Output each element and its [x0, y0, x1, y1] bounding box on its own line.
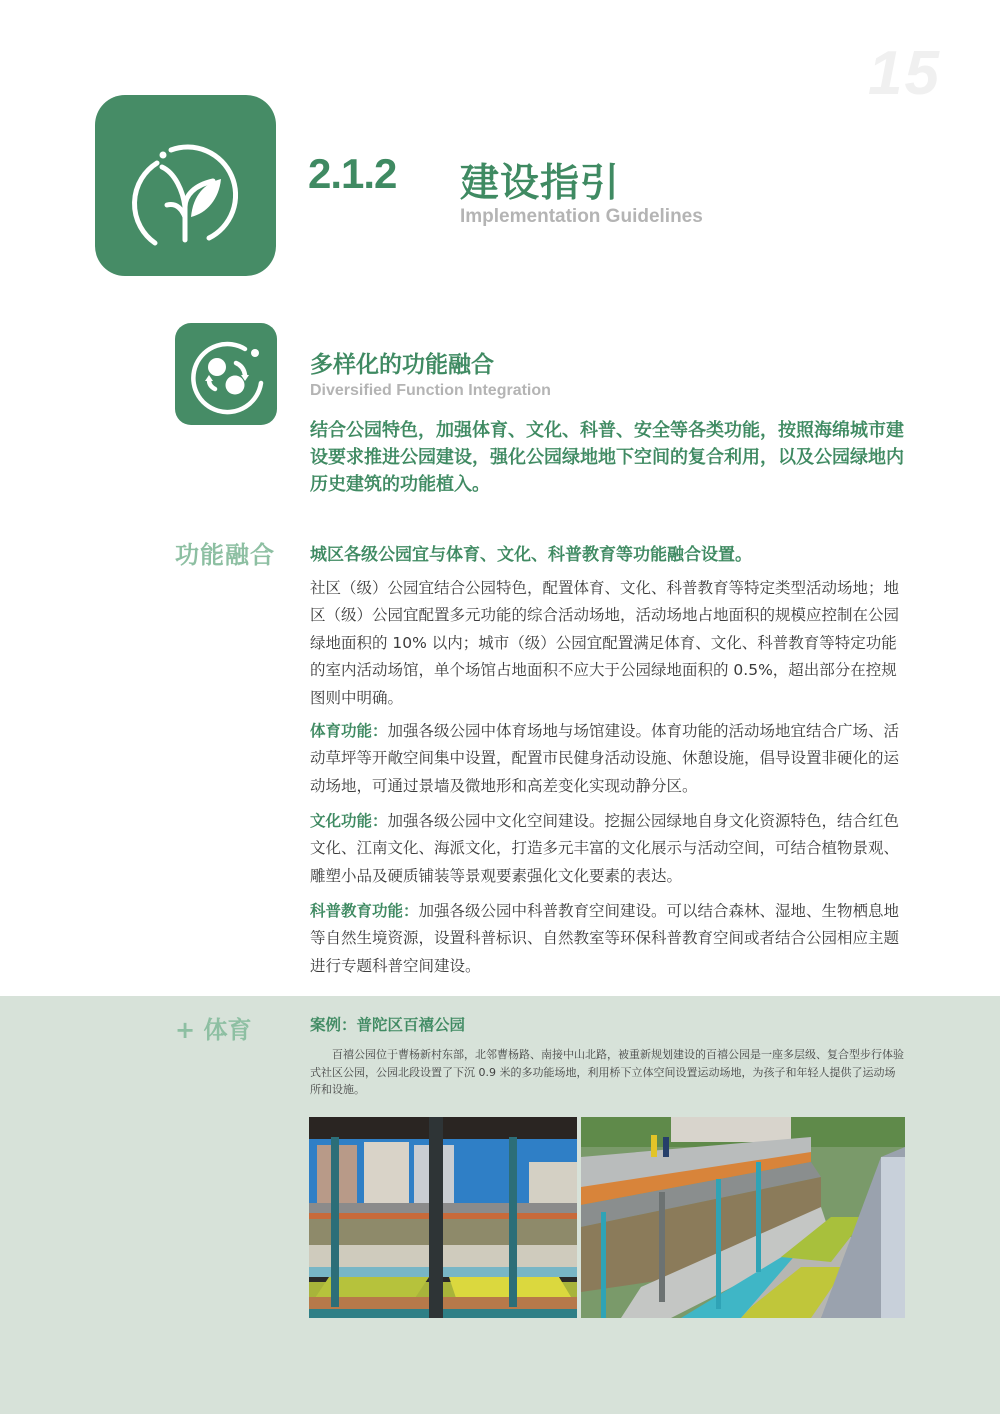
case-study-title: 案例：普陀区百禧公园 [310, 1016, 466, 1034]
function-integration-cycle-icon [175, 323, 277, 425]
sprout-in-circle-icon [95, 95, 276, 276]
function-integration-heading: 城区各级公园宜与体育、文化、科普教育等功能融合设置。 [310, 545, 752, 565]
sports-function-item [310, 718, 910, 800]
chapter-number: 2.1.2 [308, 150, 397, 197]
sunken-sports-court-photo [309, 1117, 577, 1318]
side-label-sports: + 体育 [175, 1016, 252, 1044]
function-integration-paragraph: 社区（级）公园宜结合公园特色，配置体育、文化、科普教育等特定类型活动场地；地区（级）公园宜配置多元功能的综合活动场地，活动场地占地面积的规模应控制在公园绿地面积的 10% 以内；城市（级）公园宜配置满足体育、文化、科普教育等特定功能的室内活动场馆，单个场馆占地面积不应大于公园绿地面积的 0.5%，超出部分在控规图则中明确。 [310, 579, 900, 707]
chapter-title: 建设指引 [460, 161, 621, 206]
science-education-function-text: 加强各级公园中科普教育空间建设。可以结合森林、湿地、生物栖息地等自然生境资源，设置科普标识、自然教室等环保科普教育空间或者结合公园相应主题进行专题科普空间建设。 [310, 902, 900, 975]
culture-function-item [310, 808, 910, 890]
section-title: 多样化的功能融合 [310, 352, 494, 378]
elevated-walkway-court-photo [581, 1117, 905, 1318]
section-intro: 结合公园特色，加强体育、文化、科普、安全等各类功能，按照海绵城市建设要求推进公园建设，强化公园绿地地下空间的复合利用，以及公园绿地内历史建筑的功能植入。 [310, 420, 904, 495]
sports-function-text: 加强各级公园中体育场地与场馆建设。体育功能的活动场地宜结合广场、活动草坪等开敞空间集中设置，配置市民健身活动设施、休憩设施，倡导设置非硬化的运动场地，可通过景墙及微地形和高差变化实现动静分区。 [310, 722, 900, 795]
science-education-function-label: 科普教育功能： [310, 902, 419, 920]
science-education-function-item [310, 898, 910, 980]
culture-function-label: 文化功能： [310, 812, 388, 830]
chapter-subtitle: Implementation Guidelines [460, 206, 703, 227]
side-label-function-integration: 功能融合 [175, 541, 275, 569]
page-number: 15 [868, 39, 941, 108]
culture-function-text: 加强各级公园中文化空间建设。挖掘公园绿地自身文化资源特色，结合红色文化、江南文化、海派文化，打造多元丰富的文化展示与活动空间，可结合植物景观、雕塑小品及硬质铺装等景观要素强化文化要素的表达。 [310, 812, 900, 885]
section-subtitle: Diversified Function Integration [310, 382, 551, 399]
case-study-text: 百禧公园位于曹杨新村东部，北邻曹杨路、南接中山北路，被重新规划建设的百禧公园是一座多层级、复合型步行体验式社区公园，公园北段设置了下沉 0.9 米的多功能场地，利用桥下立体空间设置运动场地，为孩子和年轻人提供了运动场所和设施。 [310, 1048, 904, 1096]
sports-function-label: 体育功能： [310, 722, 388, 740]
